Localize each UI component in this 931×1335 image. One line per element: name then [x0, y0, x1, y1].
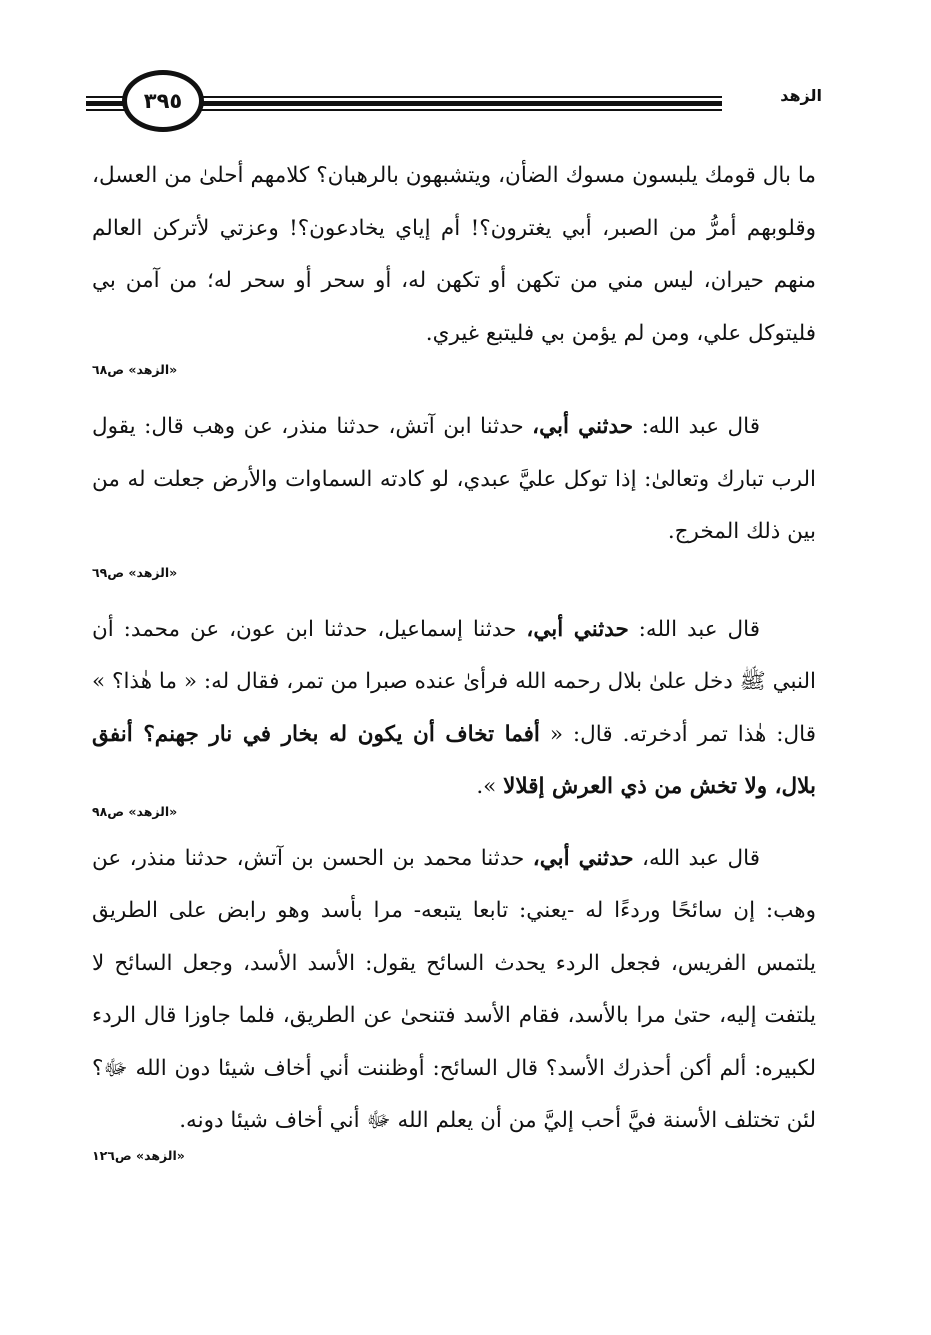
text-run: ». — [476, 774, 504, 799]
text-run: قال عبد الله: — [633, 414, 761, 439]
bold-quote: أفما تخاف أن يكون له بخار في نار جهنم؟ أنفق بلال، ولا تخش من ذي العرش إقلالا — [92, 721, 816, 799]
section-1 — [92, 150, 816, 377]
paragraph — [92, 604, 816, 814]
page-number: ٣٩٥ — [143, 89, 183, 113]
source-citation: «الزهد» ص٩٨ — [92, 803, 178, 819]
section-3 — [92, 604, 816, 819]
source-citation: «الزهد» ص٦٨ — [92, 362, 178, 377]
text-run: قال عبد الله: — [628, 616, 760, 642]
paragraph — [92, 150, 816, 360]
bold-run: حدثني أبي، — [532, 845, 634, 871]
section-2 — [92, 401, 816, 580]
page-header — [86, 70, 822, 142]
text-run: قال عبد الله، — [633, 845, 760, 871]
page-body — [92, 150, 816, 1163]
paragraph — [92, 401, 816, 559]
page-number-badge — [122, 70, 204, 132]
bold-run: حدثني أبي، — [532, 414, 634, 439]
text-run: حدثنا إسماعيل، حدثنا ابن عون، عن محمد: أن النبي ﷺ دخل علىٰ بلال رحمه الله فرأىٰ عنده صبرا من تمر، فقال له: « ما هٰذا؟ » قال: هٰذا تمر أدخرته. قال: « — [92, 616, 816, 747]
text-run: حدثنا ابن آتش، حدثنا منذر، عن وهب قال: يقول الرب تبارك وتعالىٰ: إذا توكل عليَّ عبدي، لو كادته السماوات والأرض جعلت له من بين ذلك المخرج. — [92, 414, 816, 544]
bold-run: حدثني أبي، — [526, 616, 629, 642]
source-citation: «الزهد» ص١٢٦ — [92, 1147, 185, 1163]
paragraph — [92, 833, 816, 1148]
section-4 — [92, 833, 816, 1163]
running-header-title: الزهد — [772, 86, 822, 105]
source-citation: «الزهد» ص٦٩ — [92, 564, 178, 580]
text-run: ما بال قومك يلبسون مسوك الضأن، ويتشبهون بالرهبان؟ كلامهم أحلىٰ من العسل، وقلوبهم أمرُّ من الصبر، أبي يغترون؟! أم إياي يخادعون؟! وعزتي لأتركن العالم منهم حيران، ليس مني من تكهن أو تكهن له، أو سحر أو سحر له؛ من آمن بي فليتوكل علي، ومن لم يؤمن بي فليتبع غيري. — [92, 163, 816, 346]
text-run: حدثنا محمد بن الحسن بن آتش، حدثنا منذر، عن وهب: إن سائحًا وردءًا له -يعني: تابعا يتبعه- مرا بأسد وهو رابض على الطريق يلتمس الفريس، فجعل الردء يحدث السائح يقول: الأسد الأسد، وجعل السائح لا يلتفت إليه، حتىٰ مرا بالأسد، فقام الأسد فتنحىٰ عن الطريق، فلما جاوزا قال الردء لكبيره: ألم أكن أحذرك الأسد؟ قال السائح: أوظننت أني أخاف شيئا دون الله ﷻ؟ لئن تختلف الأسنة فيَّ أحب إليَّ من أن يعلم الله ﷻ أني أخاف شيئا دونه. — [92, 845, 816, 1133]
